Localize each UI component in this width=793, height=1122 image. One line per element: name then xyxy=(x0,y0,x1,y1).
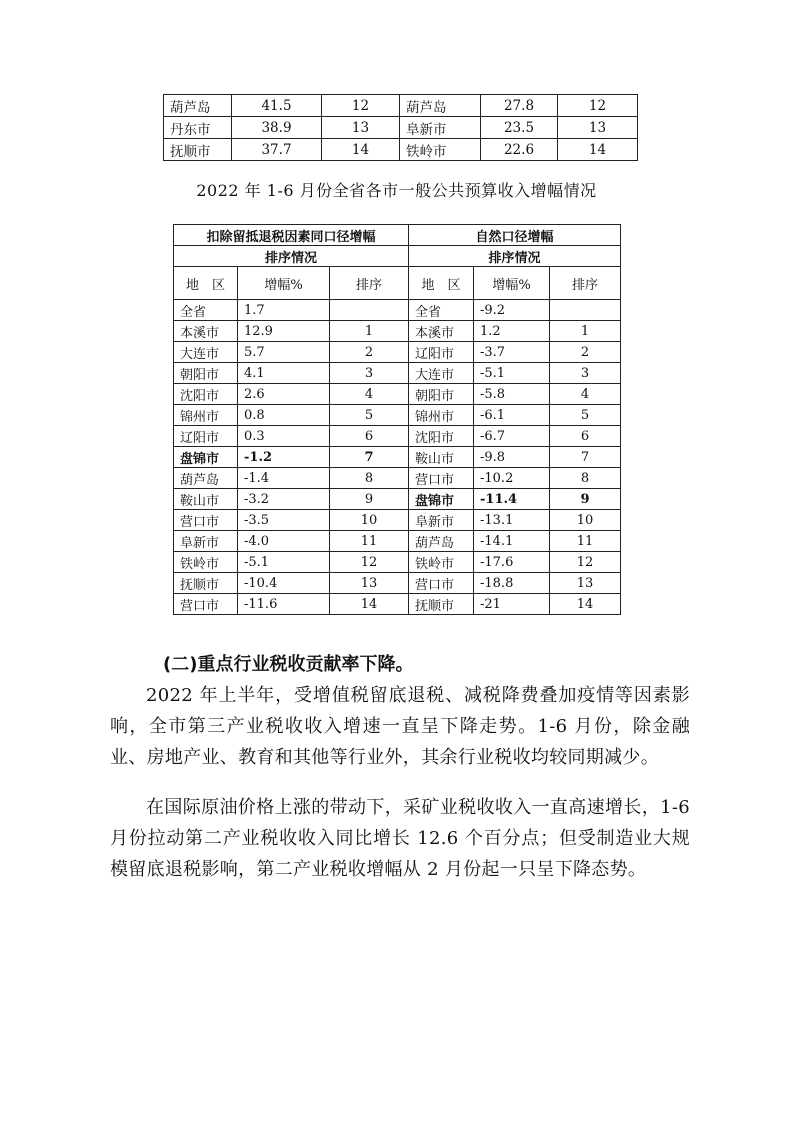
city-cell: 抚顺市 xyxy=(164,139,232,161)
city-cell: 大连市 xyxy=(174,342,238,363)
rank-cell xyxy=(550,300,621,321)
table-row xyxy=(174,489,621,510)
rank-cell: 14 xyxy=(558,139,638,161)
city-cell: 营口市 xyxy=(174,510,238,531)
city-cell: 铁岭市 xyxy=(400,139,481,161)
rank-cell: 7 xyxy=(550,447,621,468)
rank-cell: 8 xyxy=(550,468,621,489)
table-row xyxy=(174,342,621,363)
rank-cell: 10 xyxy=(550,510,621,531)
table-row xyxy=(174,426,621,447)
rank-cell: 1 xyxy=(330,321,409,342)
rank-cell: 7 xyxy=(330,447,409,468)
value-cell: -5.1 xyxy=(238,552,330,573)
rank-cell: 12 xyxy=(330,552,409,573)
rank-cell: 2 xyxy=(550,342,621,363)
rank-cell: 4 xyxy=(330,384,409,405)
city-cell: 朝阳市 xyxy=(174,363,238,384)
table-row xyxy=(174,363,621,384)
group-header-row xyxy=(174,225,621,246)
table-row xyxy=(174,531,621,552)
city-cell: 朝阳市 xyxy=(409,384,474,405)
rank-cell xyxy=(330,300,409,321)
value-cell: 0.8 xyxy=(238,405,330,426)
group-header-natural: 自然口径增幅 xyxy=(409,225,621,246)
city-cell: 阜新市 xyxy=(174,531,238,552)
city-cell: 葫芦岛 xyxy=(164,95,232,117)
rank-cell: 11 xyxy=(550,531,621,552)
rank-cell: 2 xyxy=(330,342,409,363)
value-cell: 41.5 xyxy=(232,95,322,117)
rank-cell: 12 xyxy=(322,95,400,117)
column-header-rank: 排序 xyxy=(550,267,621,300)
value-cell: -11.6 xyxy=(238,594,330,615)
table-row xyxy=(164,139,638,161)
value-cell: -10.4 xyxy=(238,573,330,594)
table-row xyxy=(174,300,621,321)
table-row xyxy=(174,510,621,531)
city-cell: 大连市 xyxy=(409,363,474,384)
rank-cell: 13 xyxy=(330,573,409,594)
value-cell: -5.8 xyxy=(474,384,550,405)
city-cell: 铁岭市 xyxy=(174,552,238,573)
value-cell: 38.9 xyxy=(232,117,322,139)
city-cell: 盘锦市 xyxy=(409,489,474,510)
section-heading: (二)重点行业税收贡献率下降。 xyxy=(163,654,414,675)
rank-cell: 12 xyxy=(550,552,621,573)
table-row xyxy=(164,95,638,117)
city-cell: 抚顺市 xyxy=(409,594,474,615)
table-row xyxy=(174,447,621,468)
rank-cell: 8 xyxy=(330,468,409,489)
column-header-rank: 排序 xyxy=(330,267,409,300)
city-cell: 沈阳市 xyxy=(174,384,238,405)
rank-cell: 11 xyxy=(330,531,409,552)
city-cell: 本溪市 xyxy=(409,321,474,342)
column-header-growth: 增幅% xyxy=(474,267,550,300)
value-cell: 1.2 xyxy=(474,321,550,342)
rank-cell: 5 xyxy=(330,405,409,426)
city-cell: 辽阳市 xyxy=(409,342,474,363)
rank-cell: 4 xyxy=(550,384,621,405)
value-cell: -17.6 xyxy=(474,552,550,573)
column-header-growth: 增幅% xyxy=(238,267,330,300)
value-cell: -11.4 xyxy=(474,489,550,510)
rank-cell: 14 xyxy=(330,594,409,615)
column-header-row xyxy=(174,267,621,300)
value-cell: -3.5 xyxy=(238,510,330,531)
rank-cell: 14 xyxy=(550,594,621,615)
table-row xyxy=(174,552,621,573)
value-cell: -9.2 xyxy=(474,300,550,321)
table-row xyxy=(164,117,638,139)
top-ranking-table xyxy=(163,94,638,161)
value-cell: 12.9 xyxy=(238,321,330,342)
city-cell: 本溪市 xyxy=(174,321,238,342)
rank-cell: 14 xyxy=(322,139,400,161)
city-cell: 全省 xyxy=(409,300,474,321)
table-row xyxy=(174,405,621,426)
rank-cell: 6 xyxy=(330,426,409,447)
rank-cell: 13 xyxy=(550,573,621,594)
value-cell: 5.7 xyxy=(238,342,330,363)
city-cell: 葫芦岛 xyxy=(400,95,481,117)
value-cell: 2.6 xyxy=(238,384,330,405)
city-cell: 葫芦岛 xyxy=(174,468,238,489)
city-cell: 全省 xyxy=(174,300,238,321)
value-cell: -1.2 xyxy=(238,447,330,468)
value-cell: -6.7 xyxy=(474,426,550,447)
value-cell: 23.5 xyxy=(481,117,558,139)
city-cell: 沈阳市 xyxy=(409,426,474,447)
value-cell: 27.8 xyxy=(481,95,558,117)
value-cell: -14.1 xyxy=(474,531,550,552)
table-row xyxy=(174,384,621,405)
rank-cell: 9 xyxy=(330,489,409,510)
value-cell: 1.7 xyxy=(238,300,330,321)
city-cell: 鞍山市 xyxy=(174,489,238,510)
table-row xyxy=(174,573,621,594)
value-cell: -13.1 xyxy=(474,510,550,531)
rank-cell: 10 xyxy=(330,510,409,531)
table-row xyxy=(174,468,621,489)
value-cell: -18.8 xyxy=(474,573,550,594)
table-row xyxy=(174,594,621,615)
city-cell: 铁岭市 xyxy=(409,552,474,573)
value-cell: 4.1 xyxy=(238,363,330,384)
value-cell: 22.6 xyxy=(481,139,558,161)
city-cell: 营口市 xyxy=(174,594,238,615)
value-cell: 37.7 xyxy=(232,139,322,161)
value-cell: -3.2 xyxy=(238,489,330,510)
table-row xyxy=(174,321,621,342)
revenue-growth-table xyxy=(173,224,621,615)
value-cell: 0.3 xyxy=(238,426,330,447)
paragraph: 2022 年上半年，受增值税留底退税、减税降费叠加疫情等因素影响，全市第三产业税收收入增速一直呈下降走势。1-6 月份，除金融业、房地产业、教育和其他等行业外，其余行业税收均较同期减少。 xyxy=(110,685,690,768)
sub-header-left: 排序情况 xyxy=(174,246,409,267)
city-cell: 阜新市 xyxy=(409,510,474,531)
value-cell: -6.1 xyxy=(474,405,550,426)
value-cell: -21 xyxy=(474,594,550,615)
table-caption: 2022 年 1-6 月份全省各市一般公共预算收入增幅情况 xyxy=(196,181,597,200)
city-cell: 盘锦市 xyxy=(174,447,238,468)
rank-cell: 5 xyxy=(550,405,621,426)
rank-cell: 6 xyxy=(550,426,621,447)
city-cell: 营口市 xyxy=(409,573,474,594)
rank-cell: 1 xyxy=(550,321,621,342)
table-body xyxy=(174,300,621,615)
sub-header-row xyxy=(174,246,621,267)
city-cell: 抚顺市 xyxy=(174,573,238,594)
city-cell: 锦州市 xyxy=(409,405,474,426)
rank-cell: 3 xyxy=(330,363,409,384)
city-cell: 营口市 xyxy=(409,468,474,489)
rank-cell: 3 xyxy=(550,363,621,384)
value-cell: -9.8 xyxy=(474,447,550,468)
city-cell: 鞍山市 xyxy=(409,447,474,468)
city-cell: 辽阳市 xyxy=(174,426,238,447)
value-cell: -5.1 xyxy=(474,363,550,384)
value-cell: -4.0 xyxy=(238,531,330,552)
rank-cell: 9 xyxy=(550,489,621,510)
value-cell: -1.4 xyxy=(238,468,330,489)
column-header-region: 地 区 xyxy=(174,267,238,300)
city-cell: 葫芦岛 xyxy=(409,531,474,552)
sub-header-right: 排序情况 xyxy=(409,246,621,267)
rank-cell: 13 xyxy=(558,117,638,139)
value-cell: -3.7 xyxy=(474,342,550,363)
rank-cell: 13 xyxy=(322,117,400,139)
rank-cell: 12 xyxy=(558,95,638,117)
paragraph: 在国际原油价格上涨的带动下，采矿业税收收入一直高速增长，1-6 月份拉动第二产业税收收入同比增长 12.6 个百分点；但受制造业大规模留底退税影响，第二产业税收增幅从 2 月份起一只呈下降态势。 xyxy=(110,797,690,880)
value-cell: -10.2 xyxy=(474,468,550,489)
city-cell: 阜新市 xyxy=(400,117,481,139)
group-header-adjusted: 扣除留抵退税因素同口径增幅 xyxy=(174,225,409,246)
city-cell: 丹东市 xyxy=(164,117,232,139)
column-header-region: 地 区 xyxy=(409,267,474,300)
city-cell: 锦州市 xyxy=(174,405,238,426)
